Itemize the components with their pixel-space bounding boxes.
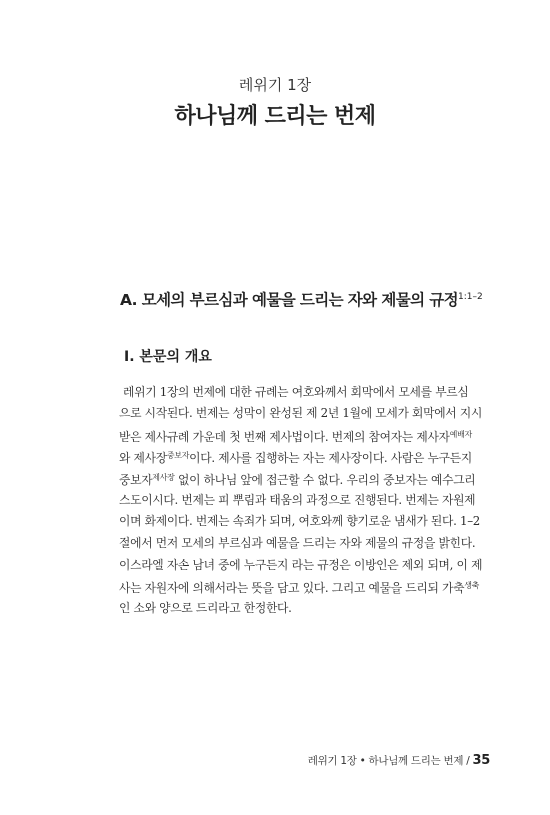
body-line-4-annotation: 중보자 (166, 451, 190, 460)
running-head: 레위기 1장 • 하나님께 드리는 번제 / (307, 755, 473, 767)
body-line-5 (119, 468, 493, 488)
chapter-title: 하나님께 드리는 번제 (174, 104, 376, 129)
body-line-5-annotation: 제사장 (152, 473, 175, 482)
body-line-7: 이며 화제이다. 번제는 속죄가 되며, 여호와께 향기로운 냄새가 된다. 1–2 (119, 514, 480, 528)
body-line-6: 스도이시다. 번제는 피 뿌림과 태움의 과정으로 진행된다. 번제는 자원제 (119, 493, 476, 507)
section-heading-reference: 1:1–2 (458, 292, 483, 302)
body-line-3-annotation: 예배자 (449, 430, 472, 439)
body-line-3-text: 받은 제사규례 가운데 첫 번째 제사법이다. 번제의 참여자는 제사자 (119, 430, 450, 444)
body-line-2: 으로 시작된다. 번제는 성막이 완성된 제 2년 1월에 모세가 회막에서 지시 (119, 406, 483, 420)
body-line-1: 레위기 1장의 번제에 대한 규례는 여호와께서 회막에서 모세를 부르심 (123, 385, 469, 399)
body-line-10-text: 사는 자원자에 의해서라는 뜻을 담고 있다. 그리고 예물을 드리되 가축 (119, 581, 465, 595)
chapter-label: 레위기 1장 (238, 76, 312, 94)
body-line-5-text-b: 없이 하나님 앞에 접근할 수 없다. 우리의 중보자는 예수그리 (174, 473, 476, 487)
body-line-8: 절에서 먼저 모세의 부르심과 예물을 드리는 자와 제물의 규정을 밝힌다. (119, 536, 476, 550)
body-line-4-text-a: 와 제사장 (119, 451, 167, 465)
body-line-10-annotation: 생축 (464, 581, 480, 590)
body-line-10 (119, 576, 493, 596)
section-heading-text: A. 모세의 부르심과 예물을 드리는 자와 제물의 규정 (120, 291, 459, 309)
body-line-5-text-a: 중보자 (119, 473, 153, 487)
section-heading (120, 288, 520, 310)
body-line-3 (119, 425, 493, 445)
sub-heading: Ⅰ. 본문의 개요 (124, 349, 212, 365)
body-line-9: 이스라엘 자손 남녀 중에 누구든지 라는 규정은 이방인은 제외 되며, 이 제 (119, 558, 483, 572)
page-number: 35 (472, 753, 490, 768)
page-footer (250, 753, 490, 768)
body-line-4 (119, 446, 493, 466)
body-line-4-text-b: 이다. 제사를 집행하는 자는 제사장이다. 사람은 누구든지 (189, 451, 472, 465)
body-line-11: 인 소와 양으로 드리라고 한정한다. (119, 601, 292, 615)
